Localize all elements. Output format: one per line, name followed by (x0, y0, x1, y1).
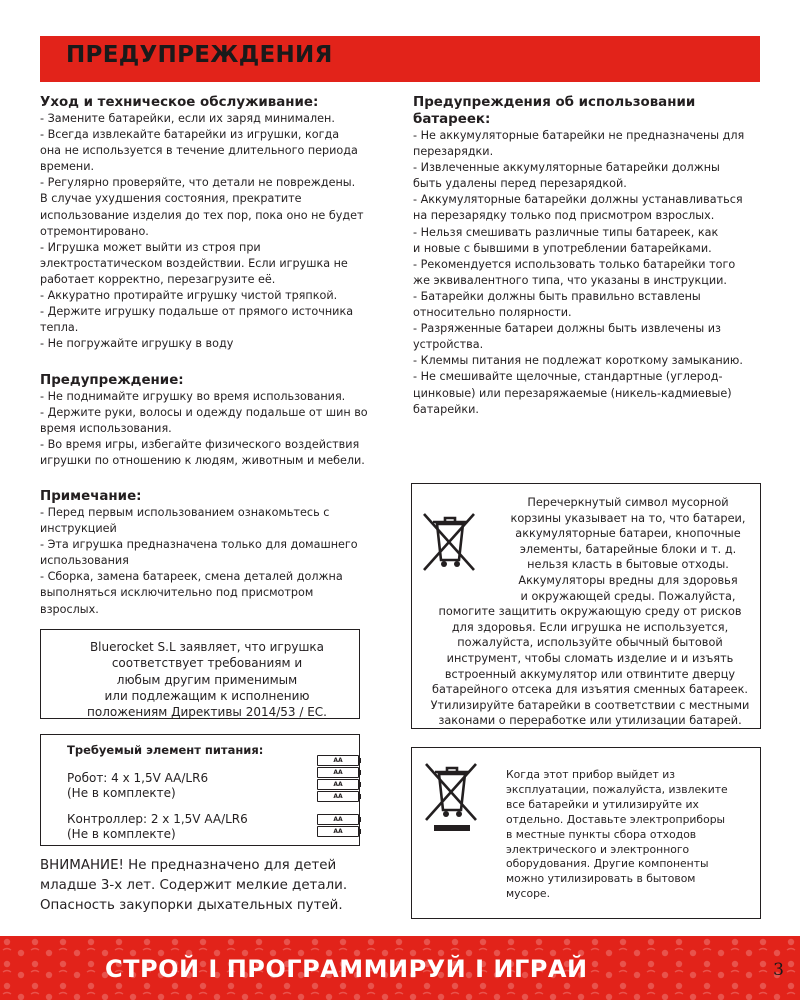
text-line: младше 3-х лет. Содержит мелкие детали. (40, 878, 348, 893)
text-line: использование изделия до тех пор, пока оно не будет (40, 208, 364, 222)
text-line: Опасность закупорки дыхательных путей. (40, 898, 343, 913)
text-line: - Рекомендуется использовать только батарейки того (413, 257, 736, 271)
text-line: В случае ухудшения состояния, прекратите (40, 192, 302, 206)
text-line: взрослых. (40, 602, 99, 616)
robot-battery-spec: Робот: 4 x 1,5V AA/LR6 (67, 771, 209, 785)
text-line: батарейного отсека для изъятия сменных батареек. (432, 683, 748, 697)
text-line: отдельно. Доставьте электроприборы (506, 812, 726, 826)
text-line: - Разряженные батареи должны быть извлечены из (413, 322, 721, 336)
power-title: Требуемый элемент питания: (67, 743, 264, 757)
text-line: же эквивалентного типа, что указаны в инструкции. (413, 273, 727, 287)
battery-icon: AA (317, 779, 359, 790)
age-warning (40, 856, 370, 916)
text-line: помогите защитить окружающую среду от рисков (438, 605, 742, 619)
power-requirements-box (40, 734, 360, 846)
battery-icon: AA (317, 755, 359, 766)
robot-battery-note: (Не в комплекте) (67, 786, 176, 800)
text-line: на перезарядку только под присмотром взрослых. (413, 209, 715, 223)
battery-icon: AA (317, 791, 359, 802)
declaration-text (61, 639, 353, 720)
note-section (40, 488, 380, 618)
text-line: мусоре. (506, 887, 551, 901)
page-number: 3 (773, 960, 784, 980)
text-line: устройства. (413, 338, 484, 352)
page-title: ПРЕДУПРЕЖДЕНИЯ (66, 42, 333, 68)
weee-battery-full (422, 604, 758, 729)
text-line: использования (40, 554, 129, 568)
text-line: соответствует требованиям и (111, 656, 303, 671)
text-line: время использования. (40, 422, 172, 436)
battery-icon: AA (317, 826, 359, 837)
robot-batteries (67, 771, 208, 801)
text-line: - Аккумуляторные батарейки должны устанавливаться (413, 193, 743, 207)
text-line: - Регулярно проверяйте, что детали не повреждены. (40, 176, 356, 190)
note-heading: Примечание: (40, 489, 142, 504)
text-line: - Эта игрушка предназначена только для домашнего (40, 538, 358, 552)
battery-warnings-list (413, 128, 763, 418)
text-line: электрического и электронного (506, 842, 690, 856)
text-line: игрушки по отношению к людям, животным и мебели. (40, 454, 365, 468)
text-line: - Батарейки должны быть правильно вставлены (413, 289, 701, 303)
text-line: встроенный аккумулятор или отвинтите дверцу (444, 667, 736, 681)
controller-battery-spec: Контроллер: 2 x 1,5V AA/LR6 (67, 812, 248, 826)
battery-warnings-heading-1: Предупреждения об использовании (413, 95, 696, 110)
footer-slogan: СТРОЙ I ПРОГРАММИРУЙ I ИГРАЙ (105, 955, 588, 983)
caution-heading: Предупреждение: (40, 373, 184, 388)
text-line: инструмент, чтобы сломать изделие и и изъять (446, 651, 734, 665)
text-line: - Всегда извлекайте батарейки из игрушки, когда (40, 128, 340, 142)
text-line: Когда этот прибор выйдет из (506, 768, 675, 781)
controller-battery-note: (Не в комплекте) (67, 827, 176, 841)
text-line: для здоровья. Если игрушка не используется, (451, 620, 729, 634)
text-line: - Держите руки, волосы и одежду подальше от шин во (40, 406, 368, 420)
text-line: или подлежащим к исполнению (104, 688, 310, 703)
text-line: она не используется в течение длительного периода (40, 144, 358, 158)
text-line: электростатическом воздействии. Если игрушка не (40, 256, 348, 270)
text-line: корзины указывает на то, что батареи, (510, 511, 746, 525)
text-line: можно утилизировать в бытовом (506, 872, 696, 886)
text-line: оборудования. Другие компоненты (506, 857, 709, 871)
weee-device-text (506, 768, 746, 902)
weee-battery-indented (422, 495, 758, 604)
text-line: относительно полярности. (413, 306, 572, 320)
text-line: батарейки. (413, 402, 479, 416)
text-line: времени. (40, 160, 95, 174)
text-line: тепла. (40, 321, 79, 335)
text-line: отремонтировано. (40, 224, 149, 238)
text-line: - Не аккумуляторные батарейки не предназначены для (413, 129, 745, 142)
text-line: - Не погружайте игрушку в воду (40, 337, 234, 351)
header-banner (40, 36, 760, 82)
text-line: - Во время игры, избегайте физического воздействия (40, 438, 360, 452)
text-line: выполняться исключительно под присмотром (40, 586, 314, 600)
text-line: - Не смешивайте щелочные, стандартные (углерод- (413, 370, 723, 384)
care-heading: Уход и техническое обслуживание: (40, 95, 319, 110)
battery-icon: AA (317, 814, 359, 825)
weee-battery-text (422, 495, 758, 729)
text-line: - Клеммы питания не подлежат короткому замыканию. (413, 354, 743, 368)
text-line: элементы, батарейные блоки и т. д. (519, 542, 737, 556)
text-line: - Игрушка может выйти из строя при (40, 240, 261, 254)
battery-warnings-heading-2: батареек: (413, 112, 491, 127)
care-list (40, 111, 380, 352)
text-line: быть удалены перед перезарядкой. (413, 177, 627, 191)
text-line: Bluerocket S.L заявляет, что игрушка (89, 640, 325, 654)
note-list (40, 505, 380, 618)
text-line: и новые с бывшими в употреблении батарейками. (413, 241, 712, 255)
text-line: все батарейки и утилизируйте их (506, 797, 699, 811)
caution-list (40, 389, 380, 469)
text-line: цинковые) или перезаряжаемые (никель-кадмиевые) (413, 386, 732, 400)
declaration-box (40, 629, 360, 719)
crossed-out-wheelie-bin-icon (422, 760, 480, 834)
text-line: работает корректно, перезагрузите её. (40, 272, 276, 286)
caution-section (40, 372, 380, 469)
text-line: эксплуатации, пожалуйста, извлеките (506, 782, 728, 796)
text-line: аккумуляторные батареи, кнопочные (515, 527, 741, 541)
text-line: - Держите игрушку подальше от прямого источника (40, 305, 354, 319)
text-line: инструкцией (40, 522, 117, 536)
battery-icon: AA (317, 767, 359, 778)
text-line: перезарядки. (413, 145, 494, 159)
text-line: - Перед первым использованием ознакомьтесь с (40, 506, 330, 519)
text-line: - Аккуратно протирайте игрушку чистой тряпкой. (40, 289, 338, 303)
care-section (40, 94, 380, 352)
text-line: - Нельзя смешивать различные типы батареек, как (413, 225, 719, 239)
footer-banner (0, 936, 800, 1000)
text-line: ВНИМАНИЕ! Не предназначено для детей (40, 858, 337, 873)
text-line: законами о переработке или утилизации батарей. (438, 714, 742, 728)
weee-battery-box (411, 483, 761, 729)
controller-batteries (67, 812, 248, 842)
text-line: - Замените батарейки, если их заряд минимален. (40, 112, 335, 125)
text-line: Утилизируйте батарейки в соответствии с местными (430, 698, 750, 712)
text-line: Перечеркнутый символ мусорной (527, 496, 729, 509)
text-line: любым другим применимым (116, 672, 298, 687)
battery-warnings-section (413, 94, 763, 418)
text-line: и окружающей среды. Пожалуйста, (520, 589, 736, 603)
text-line: - Не поднимайте игрушку во время использования. (40, 390, 346, 403)
weee-device-box (411, 747, 761, 919)
text-line: - Извлеченные аккумуляторные батарейки должны (413, 161, 720, 175)
text-line: нельзя класть в бытовые отходы. (527, 558, 729, 572)
text-line: - Сборка, замена батареек, смена деталей должна (40, 570, 343, 584)
age-warning-text (40, 856, 370, 916)
text-line: в местные пункты сбора отходов (506, 827, 697, 841)
text-line: Аккумуляторы вредны для здоровья (518, 573, 738, 587)
text-line: положениям Директивы 2014/53 / EC. (87, 705, 327, 720)
text-line: пожалуйста, используйте обычный бытовой (457, 636, 723, 650)
